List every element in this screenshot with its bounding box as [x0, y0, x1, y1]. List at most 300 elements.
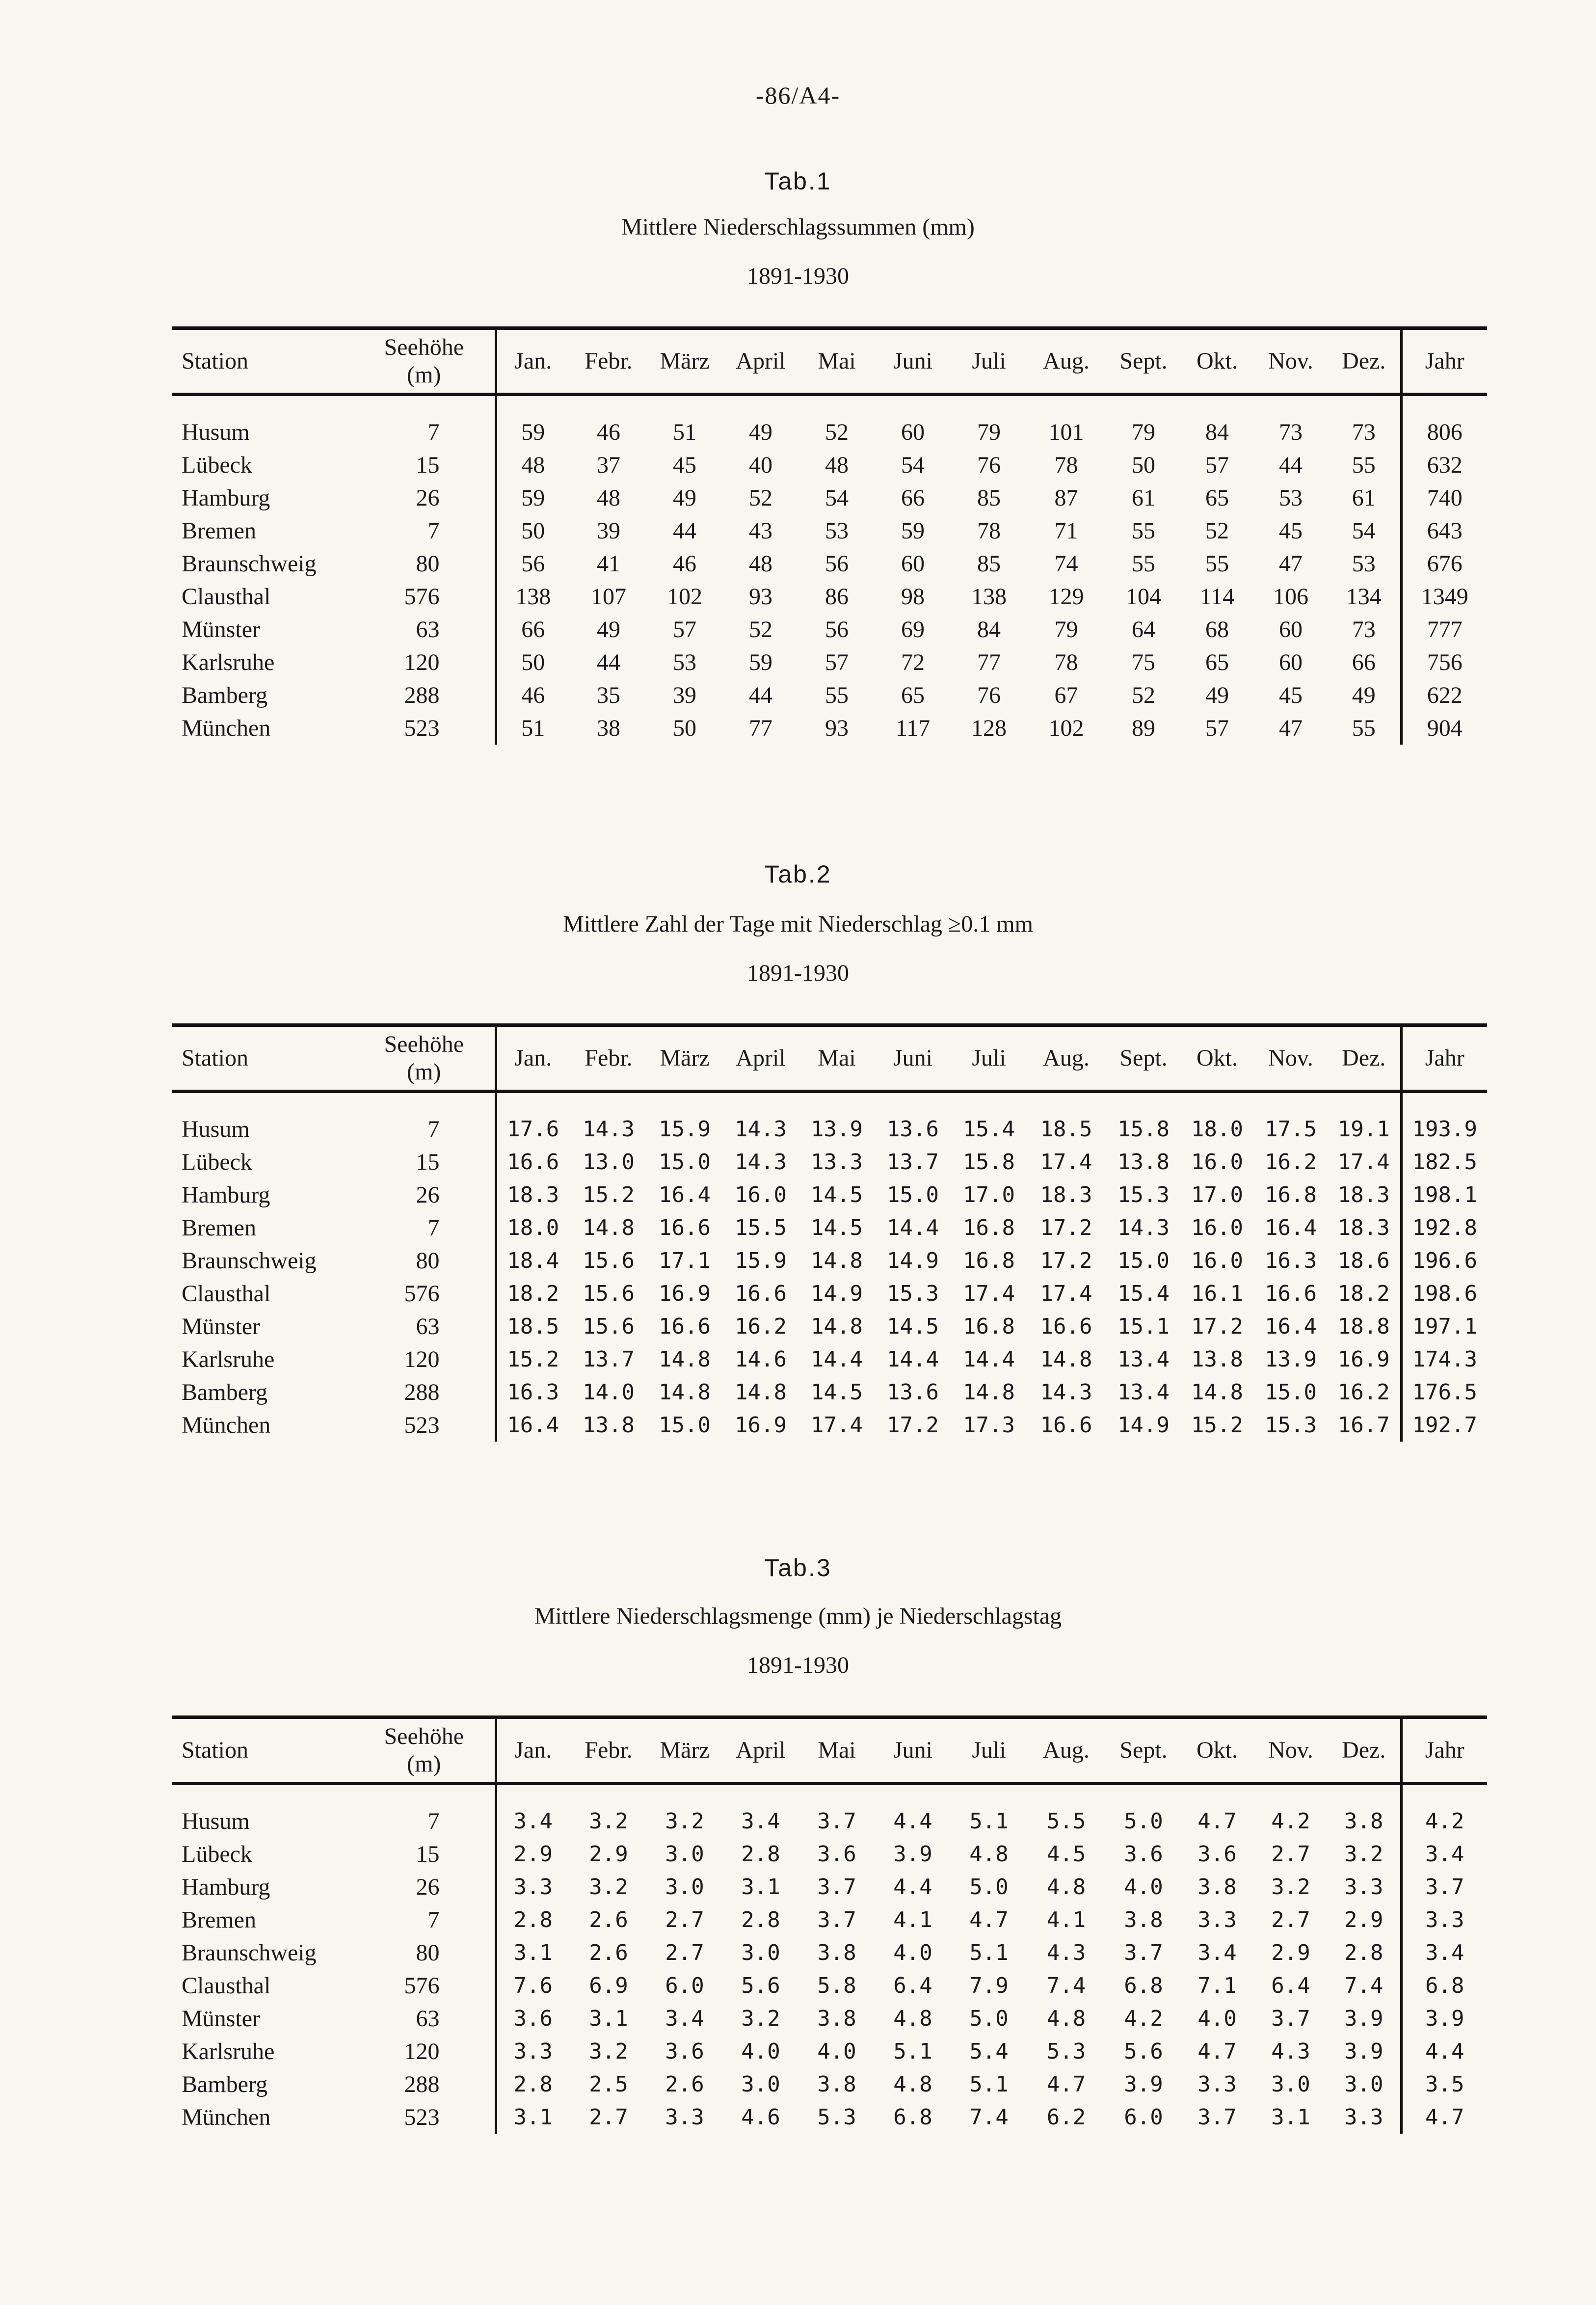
month-value: 61 — [1132, 485, 1155, 511]
altitude-header — [353, 328, 496, 395]
month-value: 74 — [1054, 551, 1078, 577]
month-value: 54 — [1328, 514, 1401, 547]
month-value: 13.8 — [583, 1413, 635, 1438]
station-header: Station — [172, 328, 353, 395]
month-value: 56 — [825, 551, 849, 577]
table-3 — [172, 1715, 1487, 2134]
month-header: Febr. — [569, 1717, 648, 1784]
station-altitude: 523 — [353, 1409, 496, 1442]
month-value: 6.8 — [1124, 1973, 1163, 1998]
month-value: 4.8 — [1046, 1875, 1086, 1900]
month-header: Okt. — [1180, 1025, 1254, 1092]
table-row — [172, 2068, 1487, 2101]
year-value: 3.7 — [1425, 1875, 1464, 1900]
month-value: 57 — [1205, 452, 1229, 478]
month-value: 3.0 — [1271, 2072, 1310, 2097]
month-value: 14.5 — [811, 1215, 863, 1240]
month-header: Dez. — [1328, 1025, 1401, 1092]
month-value: 17.4 — [1040, 1150, 1092, 1175]
month-value: 4.0 — [893, 1940, 932, 1965]
header-row — [172, 1025, 1487, 1092]
month-value: 73 — [1279, 419, 1303, 445]
month-value: 17.2 — [1040, 1215, 1092, 1240]
month-value: 3.0 — [665, 1875, 704, 1900]
month-value: 16.9 — [659, 1281, 711, 1306]
month-value: 86 — [825, 584, 849, 610]
table-row — [172, 395, 1487, 449]
month-value: 14.8 — [1191, 1380, 1243, 1405]
month-value: 101 — [1048, 419, 1084, 445]
month-value: 3.6 — [817, 1842, 856, 1867]
month-value: 17.0 — [963, 1182, 1015, 1207]
month-value: 16.9 — [735, 1413, 787, 1438]
station-altitude: 7 — [353, 1211, 496, 1244]
month-value: 37 — [597, 452, 620, 478]
month-value: 55 — [825, 682, 849, 708]
month-value: 93 — [749, 584, 772, 610]
month-value: 49 — [1328, 679, 1401, 712]
month-value: 15.3 — [1265, 1413, 1317, 1438]
station-name: Lübeck — [182, 452, 252, 478]
month-value: 65 — [901, 682, 925, 708]
month-value: 14.8 — [963, 1380, 1015, 1405]
month-value: 4.7 — [1197, 1809, 1237, 1834]
table-row — [172, 1936, 1487, 1969]
month-value: 15.2 — [583, 1182, 635, 1207]
table-2-period: 1891-1930 — [747, 960, 849, 986]
month-value: 5.4 — [969, 2039, 1009, 2064]
month-value: 3.1 — [589, 2006, 628, 2031]
month-value: 15.1 — [1117, 1314, 1170, 1339]
altitude-header-line2: (m) — [407, 1751, 441, 1777]
month-value: 56 — [521, 551, 545, 577]
month-value: 3.7 — [817, 1809, 856, 1834]
month-value: 44 — [749, 682, 772, 708]
station-altitude: 120 — [353, 2035, 496, 2068]
month-value: 3.9 — [1328, 2002, 1401, 2035]
month-value: 77 — [749, 715, 772, 741]
month-header: Okt. — [1180, 328, 1254, 395]
month-value: 15.0 — [1117, 1248, 1170, 1273]
month-value: 15.6 — [583, 1314, 635, 1339]
month-value: 73 — [1328, 395, 1401, 449]
month-value: 55 — [1205, 551, 1229, 577]
month-value: 6.0 — [1124, 2105, 1163, 2130]
station-altitude: 523 — [353, 2101, 496, 2134]
month-value: 15.4 — [1117, 1281, 1170, 1306]
month-value: 71 — [1054, 518, 1078, 544]
month-value: 66 — [901, 485, 925, 511]
month-value: 16.4 — [507, 1413, 559, 1438]
year-header: Jahr — [1401, 1025, 1487, 1092]
month-value: 3.4 — [513, 1809, 553, 1834]
month-header: Sept. — [1107, 328, 1180, 395]
month-value: 13.7 — [887, 1150, 939, 1175]
month-value: 17.1 — [659, 1248, 711, 1273]
month-value: 16.6 — [1040, 1413, 1092, 1438]
month-value: 15.4 — [963, 1117, 1015, 1142]
month-value: 16.0 — [1191, 1248, 1243, 1273]
month-value: 17.4 — [963, 1281, 1015, 1306]
station-name: München — [182, 1412, 271, 1438]
month-value: 128 — [971, 715, 1007, 741]
month-value: 14.5 — [811, 1182, 863, 1207]
month-value: 16.8 — [1265, 1182, 1317, 1207]
month-value: 16.4 — [1265, 1215, 1317, 1240]
month-value: 106 — [1273, 584, 1308, 610]
month-value: 15.2 — [1191, 1413, 1243, 1438]
table-row — [172, 1146, 1487, 1179]
month-value: 46 — [597, 419, 620, 445]
month-header: Mai — [800, 1025, 874, 1092]
month-value: 72 — [901, 649, 925, 675]
table-row — [172, 1409, 1487, 1442]
month-value: 13.0 — [583, 1150, 635, 1175]
month-value: 4.0 — [817, 2039, 856, 2064]
month-value: 16.2 — [735, 1314, 787, 1339]
month-value: 85 — [977, 551, 1001, 577]
month-value: 15.9 — [659, 1117, 711, 1142]
month-value: 3.3 — [1197, 1907, 1237, 1932]
month-value: 18.2 — [507, 1281, 559, 1306]
table-row — [172, 1784, 1487, 1838]
month-value: 14.8 — [659, 1347, 711, 1372]
station-header: Station — [172, 1025, 353, 1092]
month-value: 15.0 — [659, 1413, 711, 1438]
month-value: 52 — [749, 616, 772, 643]
month-value: 68 — [1205, 616, 1229, 643]
month-value: 4.5 — [1046, 1842, 1086, 1867]
station-altitude: 7 — [353, 1092, 496, 1146]
month-value: 69 — [901, 616, 925, 643]
month-value: 14.9 — [887, 1248, 939, 1273]
month-value: 16.2 — [1328, 1376, 1401, 1409]
month-value: 16.0 — [735, 1182, 787, 1207]
station-altitude: 80 — [353, 1244, 496, 1277]
altitude-header-line2: (m) — [407, 1059, 441, 1085]
station-name: Münster — [182, 616, 260, 643]
month-value: 114 — [1199, 584, 1235, 610]
month-value: 14.8 — [811, 1248, 863, 1273]
month-value: 2.9 — [589, 1842, 628, 1867]
station-altitude: 63 — [353, 1310, 496, 1343]
month-header: Jan. — [496, 1717, 569, 1784]
month-header: Febr. — [569, 328, 648, 395]
month-value: 50 — [521, 518, 545, 544]
month-value: 73 — [1328, 613, 1401, 646]
table-row — [172, 1244, 1487, 1277]
month-header: Aug. — [1026, 1025, 1107, 1092]
month-value: 59 — [521, 485, 545, 511]
month-header: März — [648, 1717, 721, 1784]
month-value: 18.3 — [1040, 1182, 1092, 1207]
station-altitude: 576 — [353, 1277, 496, 1310]
station-altitude: 26 — [353, 1871, 496, 1903]
header-row — [172, 328, 1487, 395]
month-value: 76 — [977, 682, 1001, 708]
year-value: 632 — [1427, 452, 1463, 478]
year-value: 4.4 — [1425, 2039, 1464, 2064]
month-value: 18.0 — [507, 1215, 559, 1240]
table-row — [172, 1903, 1487, 1936]
month-value: 16.8 — [963, 1314, 1015, 1339]
year-value: 176.5 — [1412, 1380, 1477, 1405]
month-value: 6.8 — [893, 2105, 932, 2130]
station-name: Bamberg — [182, 2071, 268, 2097]
month-value: 48 — [825, 452, 849, 478]
month-value: 15.0 — [659, 1150, 711, 1175]
month-value: 79 — [1132, 419, 1155, 445]
month-value: 55 — [1132, 518, 1155, 544]
month-value: 5.3 — [817, 2105, 856, 2130]
year-value: 904 — [1427, 715, 1463, 741]
month-value: 3.2 — [741, 2006, 780, 2031]
month-value: 45 — [673, 452, 696, 478]
month-value: 84 — [1205, 419, 1229, 445]
month-value: 51 — [521, 715, 545, 741]
month-value: 60 — [1279, 649, 1303, 675]
station-name: München — [182, 2104, 271, 2130]
month-value: 15.0 — [1265, 1380, 1317, 1405]
month-value: 3.0 — [1328, 2068, 1401, 2101]
month-value: 17.3 — [963, 1413, 1015, 1438]
month-value: 3.6 — [513, 2006, 553, 2031]
month-value: 5.1 — [893, 2039, 932, 2064]
month-value: 35 — [597, 682, 620, 708]
month-value: 14.5 — [811, 1380, 863, 1405]
station-altitude: 120 — [353, 646, 496, 679]
month-value: 3.7 — [1197, 2105, 1237, 2130]
month-value: 4.8 — [893, 2072, 932, 2097]
month-value: 138 — [971, 584, 1007, 610]
month-value: 13.9 — [811, 1117, 863, 1142]
month-value: 4.7 — [1197, 2039, 1237, 2064]
month-value: 3.3 — [1328, 1871, 1401, 1903]
month-value: 3.7 — [1124, 1940, 1163, 1965]
month-value: 18.3 — [1328, 1179, 1401, 1211]
station-altitude: 288 — [353, 1376, 496, 1409]
month-value: 65 — [1205, 649, 1229, 675]
month-value: 18.5 — [1040, 1117, 1092, 1142]
table-row — [172, 1179, 1487, 1211]
month-value: 16.0 — [1191, 1150, 1243, 1175]
month-value: 3.7 — [1271, 2006, 1310, 2031]
month-value: 4.0 — [1124, 1875, 1163, 1900]
month-value: 65 — [1205, 485, 1229, 511]
station-name: Husum — [182, 1116, 250, 1142]
station-altitude: 80 — [353, 1936, 496, 1969]
altitude-header-line1: Seehöhe — [384, 1723, 464, 1749]
month-value: 3.1 — [741, 1875, 780, 1900]
month-value: 46 — [521, 682, 545, 708]
month-value: 13.7 — [583, 1347, 635, 1372]
station-name: Münster — [182, 2006, 260, 2032]
month-value: 2.8 — [513, 2072, 553, 2097]
table-row — [172, 514, 1487, 547]
month-value: 49 — [1205, 682, 1229, 708]
month-value: 14.6 — [735, 1347, 787, 1372]
month-value: 60 — [1279, 616, 1303, 643]
month-value: 2.7 — [589, 2105, 628, 2130]
month-value: 3.3 — [513, 2039, 553, 2064]
month-value: 52 — [1132, 682, 1155, 708]
month-value: 3.2 — [1328, 1838, 1401, 1871]
station-altitude: 26 — [353, 482, 496, 514]
month-value: 53 — [673, 649, 696, 675]
month-value: 13.8 — [1191, 1347, 1243, 1372]
month-value: 14.3 — [583, 1117, 635, 1142]
year-value: 4.7 — [1425, 2105, 1464, 2130]
month-value: 2.5 — [589, 2072, 628, 2097]
month-value: 16.6 — [507, 1150, 559, 1175]
month-value: 13.6 — [887, 1380, 939, 1405]
month-value: 15.2 — [507, 1347, 559, 1372]
month-value: 45 — [1279, 518, 1303, 544]
station-name: Clausthal — [182, 584, 271, 610]
month-header: März — [648, 1025, 721, 1092]
month-value: 14.8 — [659, 1380, 711, 1405]
month-value: 17.2 — [1191, 1314, 1243, 1339]
month-value: 50 — [521, 649, 545, 675]
month-value: 57 — [825, 649, 849, 675]
table-row — [172, 580, 1487, 613]
month-value: 4.1 — [1046, 1907, 1086, 1932]
station-altitude: 523 — [353, 712, 496, 745]
year-value: 3.9 — [1425, 2006, 1464, 2031]
month-value: 59 — [901, 518, 925, 544]
month-value: 3.8 — [817, 1940, 856, 1965]
month-header: Jan. — [496, 1025, 569, 1092]
station-name: Hamburg — [182, 485, 270, 511]
month-value: 14.4 — [963, 1347, 1015, 1372]
month-value: 14.8 — [811, 1314, 863, 1339]
month-value: 78 — [1054, 649, 1078, 675]
month-value: 3.7 — [817, 1907, 856, 1932]
station-name: Clausthal — [182, 1281, 271, 1307]
month-value: 14.3 — [735, 1150, 787, 1175]
month-value: 5.6 — [741, 1973, 780, 1998]
month-value: 84 — [977, 616, 1001, 643]
table-row — [172, 2101, 1487, 2134]
month-value: 16.8 — [963, 1248, 1015, 1273]
month-value: 40 — [749, 452, 772, 478]
station-altitude: 26 — [353, 1179, 496, 1211]
table-row — [172, 712, 1487, 745]
station-name: Braunschweig — [182, 1940, 317, 1966]
month-value: 52 — [825, 419, 849, 445]
month-value: 14.9 — [1117, 1413, 1170, 1438]
year-value: 777 — [1427, 616, 1463, 643]
table-row — [172, 1343, 1487, 1376]
station-altitude: 7 — [353, 1784, 496, 1838]
month-value: 3.4 — [741, 1809, 780, 1834]
month-value: 52 — [749, 485, 772, 511]
year-value: 676 — [1427, 551, 1463, 577]
month-value: 3.0 — [665, 1842, 704, 1867]
station-header: Station — [172, 1717, 353, 1784]
table-3-title: Mittlere Niederschlagsmenge (mm) je Niederschlagstag — [534, 1603, 1062, 1629]
month-value: 16.6 — [659, 1314, 711, 1339]
month-value: 4.8 — [893, 2006, 932, 2031]
table-2-label: Tab.2 — [764, 860, 832, 888]
month-value: 5.5 — [1046, 1809, 1086, 1834]
month-value: 129 — [1048, 584, 1084, 610]
station-name: Lübeck — [182, 1841, 252, 1867]
month-value: 2.6 — [589, 1907, 628, 1932]
month-value: 102 — [667, 584, 702, 610]
month-value: 5.1 — [969, 2072, 1009, 2097]
month-value: 53 — [825, 518, 849, 544]
month-value: 3.8 — [817, 2072, 856, 2097]
month-value: 15.6 — [583, 1248, 635, 1273]
altitude-header-line1: Seehöhe — [384, 334, 464, 360]
month-header: März — [648, 328, 721, 395]
month-value: 48 — [749, 551, 772, 577]
month-value: 4.2 — [1124, 2006, 1163, 2031]
station-altitude: 120 — [353, 1343, 496, 1376]
month-value: 85 — [977, 485, 1001, 511]
month-header: Juli — [952, 1025, 1026, 1092]
month-value: 18.8 — [1328, 1310, 1401, 1343]
table-row — [172, 1211, 1487, 1244]
month-value: 77 — [977, 649, 1001, 675]
month-value: 17.5 — [1265, 1117, 1317, 1142]
month-value: 17.4 — [1328, 1146, 1401, 1179]
month-header: Okt. — [1180, 1717, 1254, 1784]
month-value: 16.7 — [1328, 1409, 1401, 1442]
station-name: Bremen — [182, 1215, 256, 1241]
month-value: 16.6 — [1040, 1314, 1092, 1339]
year-value: 740 — [1427, 485, 1463, 511]
month-value: 18.3 — [1328, 1211, 1401, 1244]
month-value: 15.6 — [583, 1281, 635, 1306]
table-row — [172, 2002, 1487, 2035]
month-value: 7.1 — [1197, 1973, 1237, 1998]
station-name: Lübeck — [182, 1149, 252, 1175]
month-value: 44 — [597, 649, 620, 675]
month-header: Sept. — [1107, 1025, 1180, 1092]
month-value: 98 — [901, 584, 925, 610]
month-value: 18.4 — [507, 1248, 559, 1273]
month-value: 5.0 — [969, 2006, 1009, 2031]
month-value: 51 — [673, 419, 696, 445]
month-value: 13.3 — [811, 1150, 863, 1175]
altitude-header — [353, 1025, 496, 1092]
month-value: 53 — [1328, 547, 1401, 580]
table-row — [172, 547, 1487, 580]
table-row — [172, 1969, 1487, 2002]
month-value: 17.0 — [1191, 1182, 1243, 1207]
month-value: 3.7 — [817, 1875, 856, 1900]
month-value: 50 — [673, 715, 696, 741]
month-value: 15.5 — [735, 1215, 787, 1240]
page-number: -86/A4- — [755, 81, 841, 109]
station-name: Clausthal — [182, 1973, 271, 1999]
month-value: 3.1 — [513, 2105, 553, 2130]
month-value: 15.9 — [735, 1248, 787, 1273]
month-value: 16.9 — [1328, 1343, 1401, 1376]
table-row — [172, 2035, 1487, 2068]
year-value: 1349 — [1421, 584, 1468, 610]
table-1-label: Tab.1 — [764, 167, 832, 195]
month-value: 138 — [515, 584, 551, 610]
month-value: 14.8 — [735, 1380, 787, 1405]
month-value: 3.9 — [1328, 2035, 1401, 2068]
month-value: 5.3 — [1046, 2039, 1086, 2064]
month-value: 39 — [673, 682, 696, 708]
month-value: 14.4 — [887, 1347, 939, 1372]
month-value: 3.8 — [1328, 1784, 1401, 1838]
